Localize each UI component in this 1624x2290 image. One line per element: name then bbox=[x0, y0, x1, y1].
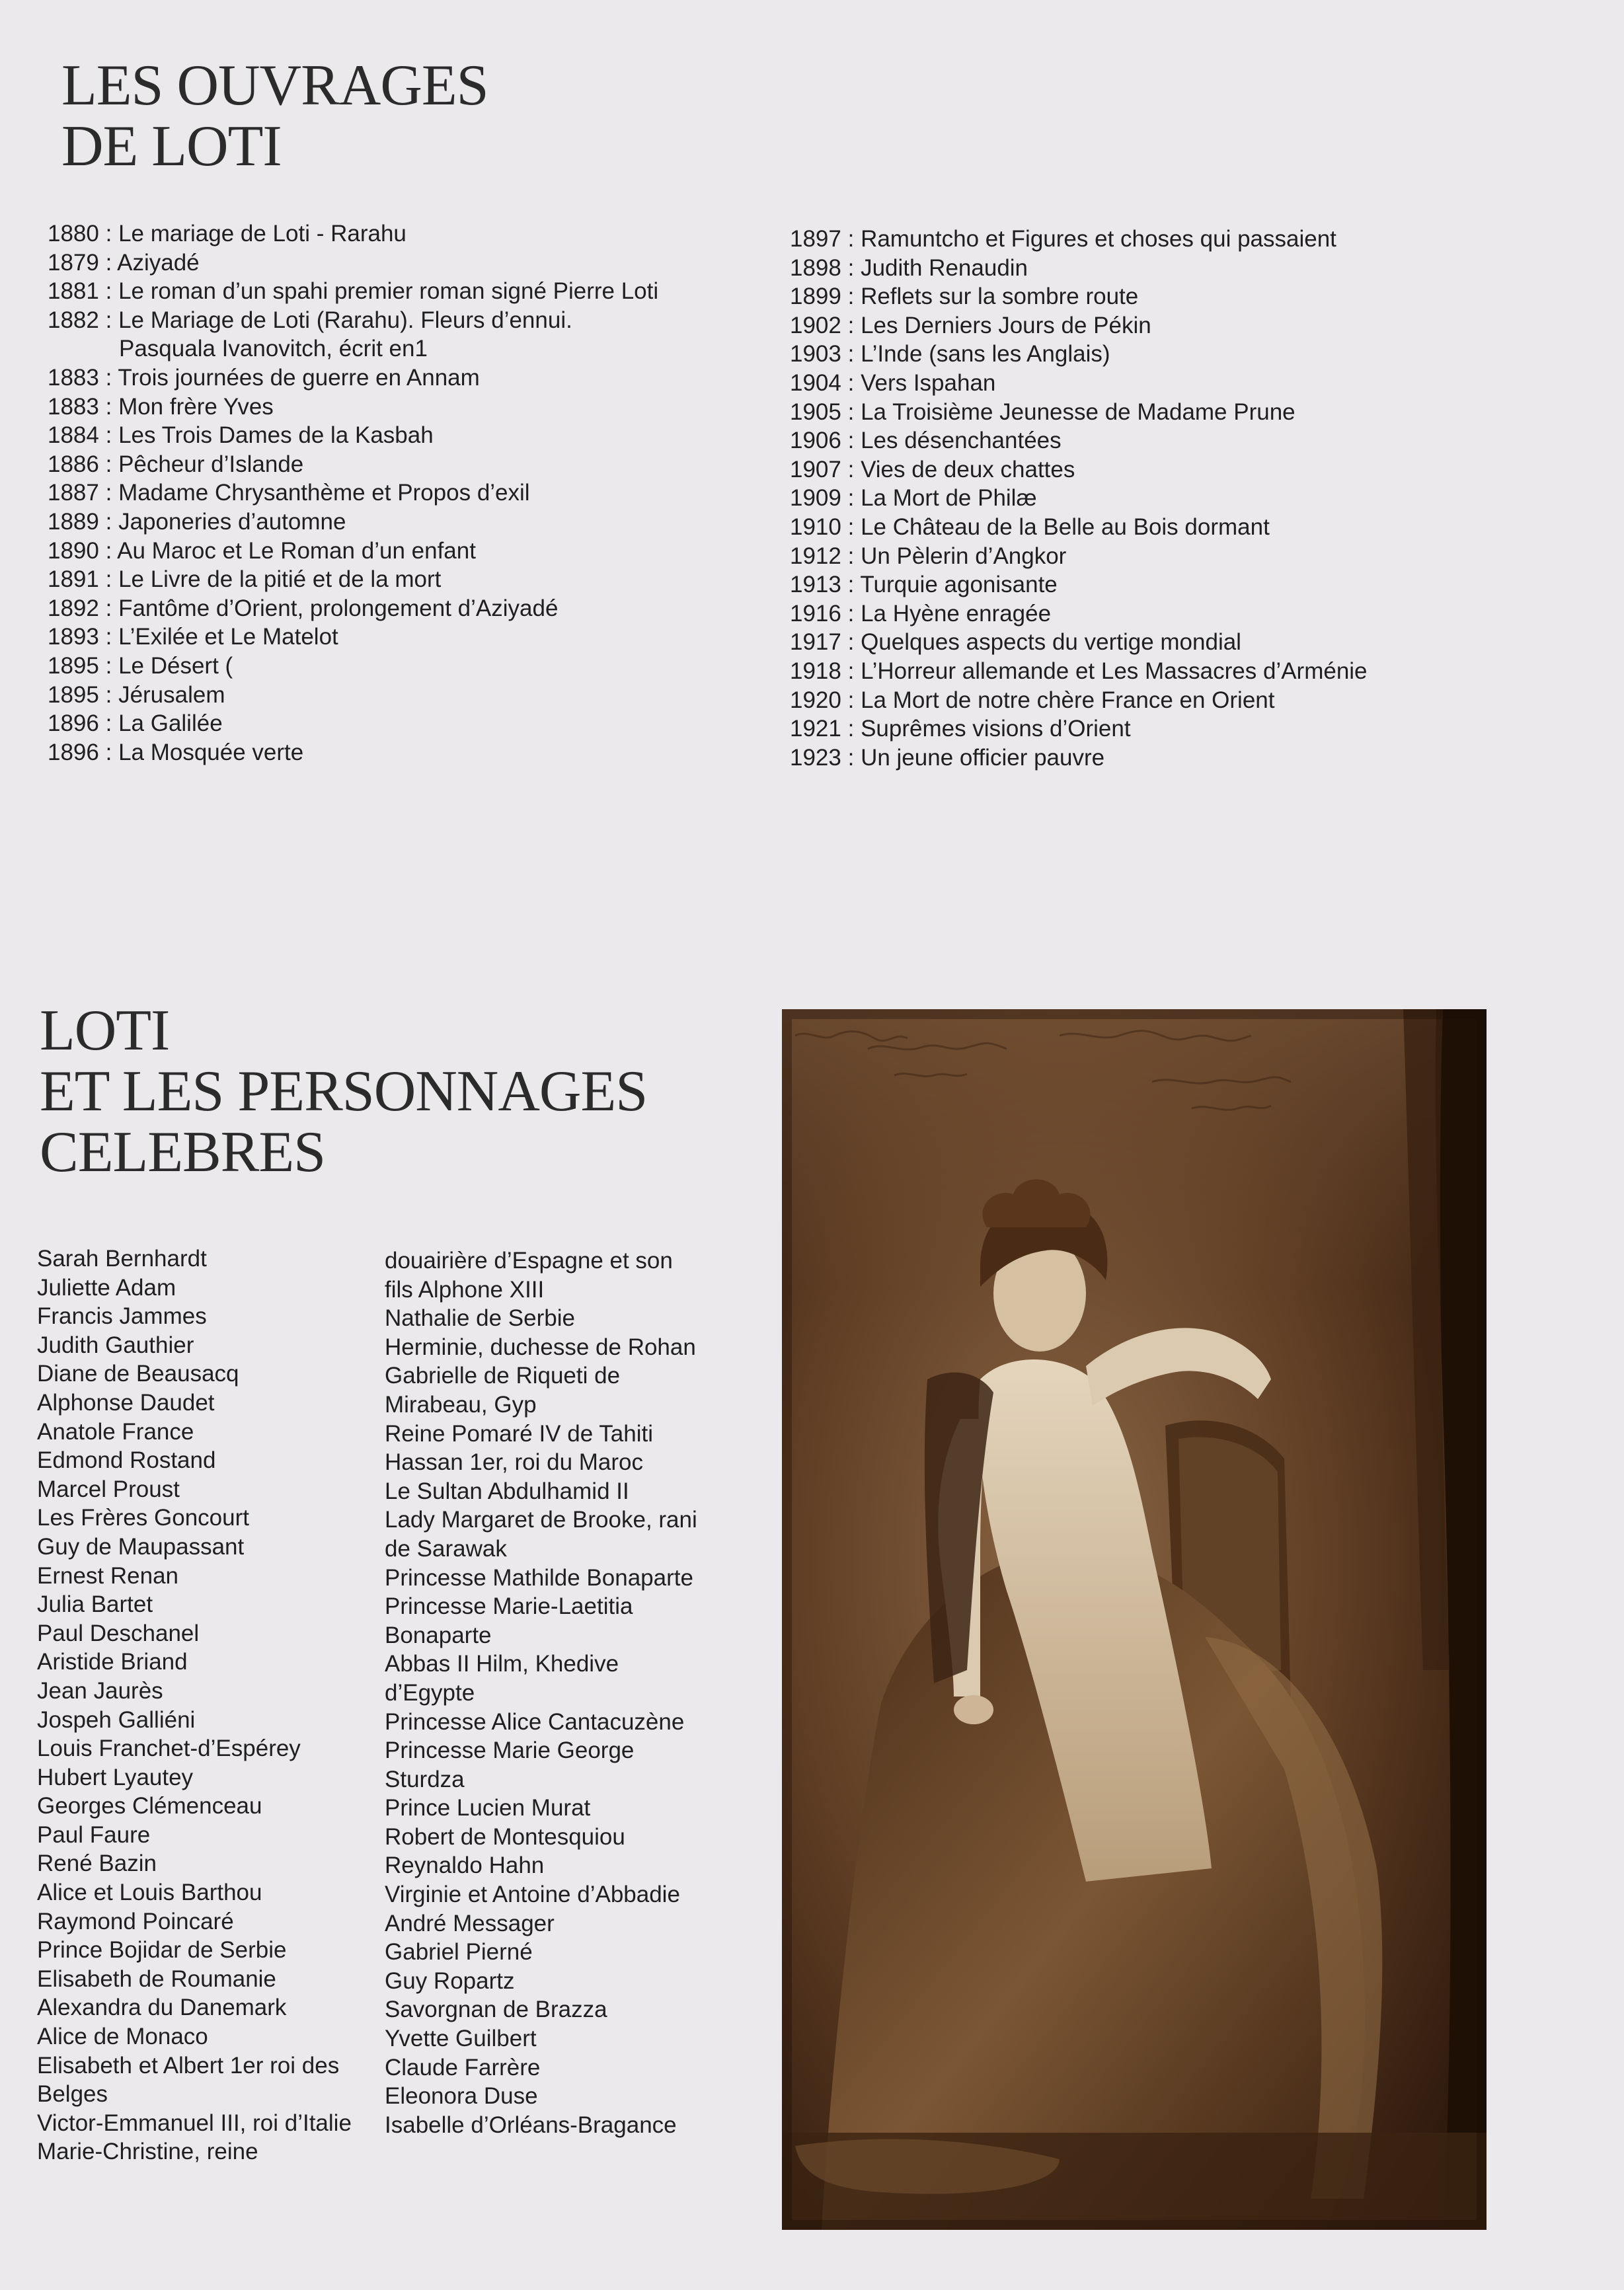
work-entry bbox=[48, 738, 658, 767]
work-year: 1880 bbox=[48, 221, 99, 247]
person-name: Reine Pomaré IV de Tahiti bbox=[385, 1420, 653, 1447]
work-entry bbox=[48, 421, 658, 450]
work-title: Le mariage de Loti - Rarahu bbox=[118, 221, 406, 247]
work-separator: : bbox=[841, 284, 861, 310]
person-name: Princesse Marie George bbox=[385, 1737, 635, 1764]
work-title-continuation: Pasquala Ivanovitch, écrit en1 bbox=[119, 336, 428, 362]
person-name: Nathalie de Serbie bbox=[385, 1305, 575, 1332]
work-separator: : bbox=[841, 543, 861, 569]
work-entry bbox=[790, 254, 1368, 283]
work-entry bbox=[48, 681, 658, 710]
work-separator: : bbox=[841, 658, 861, 684]
work-entry bbox=[790, 282, 1368, 311]
work-year: 1909 bbox=[790, 485, 841, 512]
work-year: 1913 bbox=[790, 572, 841, 598]
work-entry bbox=[790, 340, 1368, 369]
people-list-right bbox=[385, 1246, 697, 2139]
work-entry bbox=[790, 398, 1368, 427]
work-title: Les désenchantées bbox=[861, 428, 1062, 454]
work-year: 1904 bbox=[790, 369, 841, 396]
work-year: 1892 bbox=[48, 595, 99, 621]
person-name: Alphonse Daudet bbox=[37, 1389, 215, 1416]
works-list-right bbox=[790, 225, 1368, 772]
work-separator: : bbox=[98, 480, 119, 506]
work-separator: : bbox=[98, 710, 119, 737]
work-year: 1896 bbox=[48, 710, 99, 737]
work-title: Le Château de la Belle au Bois dormant bbox=[861, 514, 1270, 540]
person-name: Hassan 1er, roi du Maroc bbox=[385, 1449, 644, 1476]
sepia-portrait-icon bbox=[782, 1009, 1487, 2230]
work-title: Suprêmes visions d’Orient bbox=[861, 716, 1131, 742]
work-entry bbox=[790, 311, 1368, 340]
person-name: Abbas II Hilm, Khedive bbox=[385, 1651, 619, 1677]
work-year: 1893 bbox=[48, 624, 99, 650]
work-title: Trois journées de guerre en Annam bbox=[118, 364, 480, 391]
person-name: Gabrielle de Riqueti de bbox=[385, 1363, 621, 1389]
person-name: Bonaparte bbox=[385, 1622, 492, 1648]
works-list-left bbox=[48, 219, 658, 767]
person-name: Georges Clémenceau bbox=[37, 1793, 262, 1819]
work-separator: : bbox=[98, 278, 119, 305]
work-separator: : bbox=[841, 572, 861, 598]
work-separator: : bbox=[98, 451, 119, 477]
work-year: 1889 bbox=[48, 508, 99, 535]
work-separator: : bbox=[98, 624, 119, 650]
work-title: L’Horreur allemande et Les Massacres d’Arménie bbox=[861, 658, 1368, 684]
work-year: 1884 bbox=[48, 422, 99, 449]
work-year: 1883 bbox=[48, 393, 99, 420]
person-name: Robert de Montesquiou bbox=[385, 1823, 625, 1850]
person-name: Herminie, duchesse de Rohan bbox=[385, 1334, 696, 1360]
person-name: Diane de Beausacq bbox=[37, 1361, 239, 1387]
work-entry bbox=[48, 393, 658, 422]
person-name: Edmond Rostand bbox=[37, 1447, 216, 1474]
work-entry bbox=[790, 484, 1368, 513]
person-name: Princesse Alice Cantacuzène bbox=[385, 1708, 685, 1735]
work-title: Mon frère Yves bbox=[118, 393, 274, 420]
work-entry bbox=[790, 225, 1368, 254]
person-name: Princesse Marie-Laetitia bbox=[385, 1593, 633, 1620]
works-heading-line-2: DE LOTI bbox=[61, 114, 282, 178]
work-title: Vies de deux chattes bbox=[861, 456, 1075, 482]
work-entry bbox=[48, 277, 658, 306]
works-heading-line-1: LES OUVRAGES bbox=[61, 54, 488, 118]
work-year: 1898 bbox=[790, 254, 841, 281]
work-separator: : bbox=[841, 254, 861, 281]
person-name: Savorgnan de Brazza bbox=[385, 1997, 607, 2023]
work-title: L’Exilée et Le Matelot bbox=[118, 624, 338, 650]
person-name: fils Alphone XIII bbox=[385, 1276, 545, 1303]
work-year: 1920 bbox=[790, 687, 841, 713]
works-heading bbox=[61, 56, 488, 177]
work-title: Les Trois Dames de la Kasbah bbox=[118, 422, 434, 449]
person-name: Ernest Renan bbox=[37, 1562, 179, 1589]
work-separator: : bbox=[841, 687, 861, 713]
person-name: Anatole France bbox=[37, 1418, 194, 1445]
work-separator: : bbox=[98, 393, 119, 420]
work-separator: : bbox=[841, 226, 861, 252]
work-separator: : bbox=[98, 221, 119, 247]
work-entry bbox=[790, 513, 1368, 542]
work-entry bbox=[48, 508, 658, 537]
work-year: 1918 bbox=[790, 658, 841, 684]
work-year: 1903 bbox=[790, 341, 841, 367]
work-year: 1907 bbox=[790, 456, 841, 482]
work-title: Quelques aspects du vertige mondial bbox=[861, 629, 1241, 656]
work-title: Le roman d’un spahi premier roman signé Pierre Loti bbox=[118, 278, 659, 305]
work-year: 1906 bbox=[790, 428, 841, 454]
work-year: 1882 bbox=[48, 307, 99, 333]
work-title: L’Inde (sans les Anglais) bbox=[861, 341, 1110, 367]
person-name: Alice de Monaco bbox=[37, 2024, 208, 2050]
person-name: Sarah Bernhardt bbox=[37, 1246, 207, 1272]
work-separator: : bbox=[841, 716, 861, 742]
person-name: Louis Franchet-d’Espérey bbox=[37, 1736, 301, 1762]
work-separator: : bbox=[98, 537, 118, 564]
person-name: douairière d’Espagne et son bbox=[385, 1248, 673, 1274]
work-title: La Mort de Philæ bbox=[861, 485, 1037, 512]
work-title: Turquie agonisante bbox=[860, 572, 1058, 598]
work-year: 1891 bbox=[48, 566, 99, 593]
work-separator: : bbox=[841, 514, 861, 540]
person-name: Lady Margaret de Brooke, rani bbox=[385, 1507, 697, 1533]
person-name: Juliette Adam bbox=[37, 1274, 176, 1301]
person-name: Alice et Louis Barthou bbox=[37, 1880, 262, 1906]
person-name: d’Egypte bbox=[385, 1679, 475, 1706]
person-name: Isabelle d’Orléans-Bragance bbox=[385, 2112, 677, 2138]
work-title: Jérusalem bbox=[118, 681, 225, 708]
work-separator: : bbox=[841, 428, 861, 454]
work-separator: : bbox=[98, 681, 119, 708]
work-separator: : bbox=[841, 312, 861, 338]
work-title: Ramuntcho et Figures et choses qui passaient bbox=[861, 226, 1336, 252]
work-year: 1916 bbox=[790, 600, 841, 627]
work-title: Le Désert ( bbox=[118, 652, 233, 679]
person-name: Elisabeth de Roumanie bbox=[37, 1966, 276, 1992]
work-title: La Mort de notre chère France en Orient bbox=[861, 687, 1275, 713]
work-entry bbox=[48, 709, 658, 738]
person-name: Paul Faure bbox=[37, 1821, 151, 1848]
work-title: La Mosquée verte bbox=[118, 739, 304, 765]
work-entry bbox=[790, 570, 1368, 599]
person-name: André Messager bbox=[385, 1910, 555, 1936]
person-name: Yvette Guilbert bbox=[385, 2026, 537, 2052]
work-year: 1905 bbox=[790, 399, 841, 425]
person-name: Jean Jaurès bbox=[37, 1677, 163, 1704]
work-title: La Galilée bbox=[118, 710, 223, 737]
person-name: Le Sultan Abdulhamid II bbox=[385, 1478, 629, 1504]
person-name: Jospeh Galliéni bbox=[37, 1706, 196, 1733]
person-name: Mirabeau, Gyp bbox=[385, 1391, 537, 1418]
person-name: Victor-Emmanuel III, roi d’Italie bbox=[37, 2110, 352, 2136]
work-entry bbox=[790, 686, 1368, 715]
work-entry bbox=[48, 219, 658, 248]
work-separator: : bbox=[98, 364, 118, 391]
work-entry bbox=[48, 478, 658, 508]
work-title: Un jeune officier pauvre bbox=[861, 744, 1105, 771]
work-entry bbox=[790, 599, 1368, 629]
work-title: Un Pèlerin d’Angkor bbox=[861, 543, 1067, 569]
people-list-left bbox=[37, 1244, 352, 2166]
work-year: 1896 bbox=[48, 739, 99, 765]
work-title: La Hyène enragée bbox=[861, 600, 1052, 627]
work-entry bbox=[48, 537, 658, 566]
person-name: de Sarawak bbox=[385, 1535, 507, 1562]
work-title: Japoneries d’automne bbox=[118, 508, 346, 535]
work-year: 1887 bbox=[48, 480, 99, 506]
person-name: Gabriel Pierné bbox=[385, 1939, 533, 1966]
work-year: 1881 bbox=[48, 278, 99, 305]
person-name: Eleonora Duse bbox=[385, 2083, 538, 2110]
work-year: 1886 bbox=[48, 451, 99, 477]
person-name: Elisabeth et Albert 1er roi des bbox=[37, 2052, 340, 2079]
person-name: Judith Gauthier bbox=[37, 1332, 194, 1358]
person-name: Julia Bartet bbox=[37, 1591, 153, 1618]
person-name: Aristide Briand bbox=[37, 1649, 188, 1675]
work-separator: : bbox=[98, 595, 119, 621]
person-name: Les Frères Goncourt bbox=[37, 1505, 249, 1531]
work-year: 1897 bbox=[790, 226, 841, 252]
work-title: Madame Chrysanthème et Propos d’exil bbox=[118, 480, 530, 506]
work-entry bbox=[790, 657, 1368, 686]
work-separator: : bbox=[841, 399, 861, 425]
work-year: 1879 bbox=[48, 249, 99, 276]
work-title: Vers Ispahan bbox=[861, 369, 996, 396]
work-year: 1912 bbox=[790, 543, 841, 569]
work-separator: : bbox=[98, 652, 119, 679]
work-entry bbox=[48, 363, 658, 393]
work-entry bbox=[790, 714, 1368, 744]
work-entry bbox=[790, 744, 1368, 773]
person-name: Reynaldo Hahn bbox=[385, 1852, 545, 1879]
work-year: 1923 bbox=[790, 744, 841, 771]
work-separator: : bbox=[98, 566, 119, 593]
work-entry bbox=[790, 628, 1368, 657]
work-title: La Troisième Jeunesse de Madame Prune bbox=[861, 399, 1295, 425]
work-title: Pêcheur d’Islande bbox=[118, 451, 304, 477]
work-separator: : bbox=[841, 600, 861, 627]
portrait-photograph bbox=[782, 1009, 1487, 2230]
work-separator: : bbox=[98, 508, 119, 535]
work-separator: : bbox=[841, 744, 861, 771]
work-year: 1895 bbox=[48, 652, 99, 679]
person-name: Prince Bojidar de Serbie bbox=[37, 1937, 287, 1964]
people-heading-line-1: LOTI bbox=[40, 999, 170, 1063]
work-year: 1910 bbox=[790, 514, 841, 540]
work-separator: : bbox=[841, 629, 861, 656]
person-name: Virginie et Antoine d’Abbadie bbox=[385, 1882, 680, 1908]
work-year: 1895 bbox=[48, 681, 99, 708]
person-name: Raymond Poincaré bbox=[37, 1908, 234, 1934]
people-heading bbox=[40, 1001, 647, 1183]
work-year: 1883 bbox=[48, 364, 99, 391]
person-name: Belges bbox=[37, 2081, 108, 2108]
person-name: Guy de Maupassant bbox=[37, 1533, 245, 1560]
work-title: Fantôme d’Orient, prolongement d’Aziyadé bbox=[118, 595, 559, 621]
work-entry bbox=[48, 565, 658, 594]
work-year: 1902 bbox=[790, 312, 841, 338]
people-heading-line-3: CELEBRES bbox=[40, 1120, 326, 1184]
work-entry bbox=[790, 369, 1368, 398]
work-year: 1917 bbox=[790, 629, 841, 656]
person-name: Claude Farrère bbox=[385, 2054, 541, 2080]
work-title: Le Mariage de Loti (Rarahu). Fleurs d’ennui. bbox=[118, 307, 572, 333]
person-name: Alexandra du Danemark bbox=[37, 1995, 287, 2021]
person-name: Francis Jammes bbox=[37, 1303, 207, 1330]
person-name: Marie-Christine, reine bbox=[37, 2139, 258, 2165]
person-name: Hubert Lyautey bbox=[37, 1764, 194, 1790]
work-title: Reflets sur la sombre route bbox=[861, 284, 1139, 310]
work-title: Aziyadé bbox=[117, 249, 200, 276]
person-name: Princesse Mathilde Bonaparte bbox=[385, 1564, 693, 1591]
work-separator: : bbox=[98, 249, 118, 276]
work-entry bbox=[48, 623, 658, 652]
person-name: Prince Lucien Murat bbox=[385, 1795, 591, 1821]
work-separator: : bbox=[98, 739, 119, 765]
person-name: Paul Deschanel bbox=[37, 1620, 200, 1646]
person-name: Guy Ropartz bbox=[385, 1967, 515, 1994]
work-separator: : bbox=[841, 485, 861, 512]
work-title: Les Derniers Jours de Pékin bbox=[861, 312, 1151, 338]
person-name: Sturdza bbox=[385, 1766, 465, 1792]
person-name: René Bazin bbox=[37, 1851, 157, 1877]
work-entry bbox=[48, 248, 658, 278]
work-separator: : bbox=[98, 307, 119, 333]
work-separator: : bbox=[841, 456, 861, 482]
work-year: 1921 bbox=[790, 716, 841, 742]
work-separator: : bbox=[98, 422, 119, 449]
person-name: Marcel Proust bbox=[37, 1476, 180, 1502]
work-entry bbox=[48, 450, 658, 479]
work-year: 1890 bbox=[48, 537, 99, 564]
work-title: Judith Renaudin bbox=[861, 254, 1028, 281]
work-separator: : bbox=[841, 369, 861, 396]
work-entry bbox=[790, 542, 1368, 571]
work-title: Le Livre de la pitié et de la mort bbox=[118, 566, 442, 593]
work-entry bbox=[48, 594, 658, 623]
work-year: 1899 bbox=[790, 284, 841, 310]
work-separator: : bbox=[841, 341, 861, 367]
work-entry bbox=[790, 426, 1368, 455]
work-entry bbox=[790, 455, 1368, 484]
work-entry bbox=[48, 652, 658, 681]
work-entry bbox=[48, 306, 658, 363]
work-title: Au Maroc et Le Roman d’un enfant bbox=[117, 537, 476, 564]
people-heading-line-2: ET LES PERSONNAGES bbox=[40, 1059, 648, 1124]
